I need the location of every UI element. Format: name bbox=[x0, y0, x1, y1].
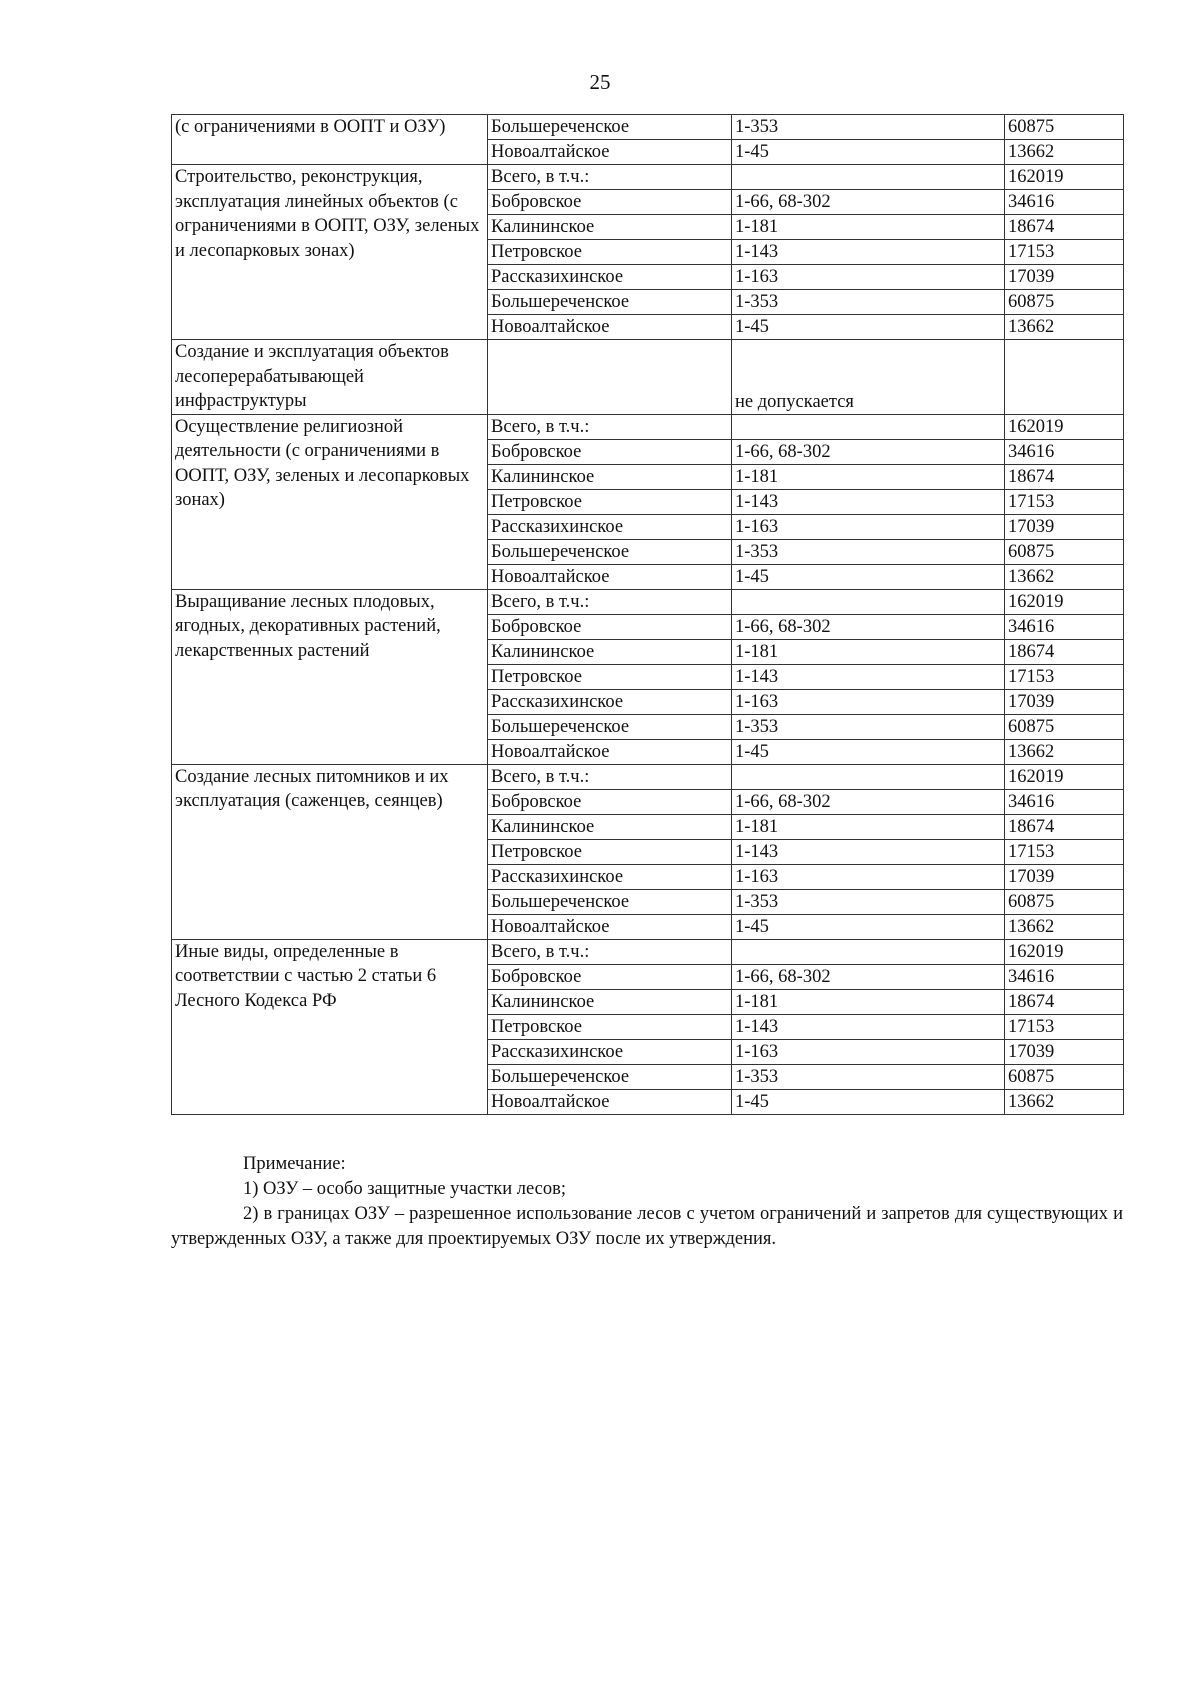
district-cell: Большереченское bbox=[488, 539, 732, 564]
quarters-cell: 1-66, 68-302 bbox=[732, 789, 1005, 814]
area-cell: 17039 bbox=[1005, 689, 1124, 714]
area-cell: 60875 bbox=[1005, 290, 1124, 315]
district-cell: Новоалтайское bbox=[488, 140, 732, 165]
area-cell: 13662 bbox=[1005, 564, 1124, 589]
area-cell bbox=[1005, 340, 1124, 415]
district-cell: Рассказихинское bbox=[488, 1039, 732, 1064]
quarters-cell: 1-45 bbox=[732, 739, 1005, 764]
district-cell: Всего, в т.ч.: bbox=[488, 764, 732, 789]
forest-use-table bbox=[171, 114, 1124, 1115]
activity-cell: Строительство, реконструкция, эксплуатация линейных объектов (с ограничениями в ООПТ, ОЗУ, зеленых и лесопарковых зонах) bbox=[172, 165, 488, 340]
area-cell: 18674 bbox=[1005, 639, 1124, 664]
district-cell: Всего, в т.ч.: bbox=[488, 414, 732, 439]
district-cell bbox=[488, 340, 732, 415]
district-cell: Бобровское bbox=[488, 439, 732, 464]
district-cell: Большереченское bbox=[488, 290, 732, 315]
activity-cell: Создание лесных питомников и их эксплуатация (саженцев, сеянцев) bbox=[172, 764, 488, 939]
area-cell: 18674 bbox=[1005, 215, 1124, 240]
quarters-cell: 1-163 bbox=[732, 689, 1005, 714]
quarters-cell: 1-66, 68-302 bbox=[732, 439, 1005, 464]
table-row bbox=[172, 414, 1124, 439]
quarters-cell: 1-45 bbox=[732, 1089, 1005, 1114]
activity-cell: (с ограничениями в ООПТ и ОЗУ) bbox=[172, 115, 488, 165]
page-number: 25 bbox=[589, 70, 611, 94]
quarters-cell bbox=[732, 165, 1005, 190]
area-cell: 162019 bbox=[1005, 939, 1124, 964]
district-cell: Петровское bbox=[488, 664, 732, 689]
quarters-cell: 1-143 bbox=[732, 489, 1005, 514]
area-cell: 17039 bbox=[1005, 265, 1124, 290]
table-row bbox=[172, 764, 1124, 789]
quarters-cell: 1-353 bbox=[732, 714, 1005, 739]
table-row bbox=[172, 165, 1124, 190]
note-item-2: 2) в границах ОЗУ – разрешенное использование лесов с учетом ограничений и запретов для существующих и утвержденных ОЗУ, а также для проектируемых ОЗУ после их утверждения. bbox=[171, 1204, 1123, 1249]
note-item-1: 1) ОЗУ – особо защитные участки лесов; bbox=[243, 1179, 566, 1199]
district-cell: Калининское bbox=[488, 814, 732, 839]
district-cell: Петровское bbox=[488, 489, 732, 514]
district-cell: Большереченское bbox=[488, 1064, 732, 1089]
district-cell: Рассказихинское bbox=[488, 514, 732, 539]
district-cell: Калининское bbox=[488, 639, 732, 664]
area-cell: 17153 bbox=[1005, 664, 1124, 689]
quarters-cell bbox=[732, 414, 1005, 439]
district-cell: Калининское bbox=[488, 989, 732, 1014]
quarters-cell bbox=[732, 939, 1005, 964]
area-cell: 162019 bbox=[1005, 165, 1124, 190]
area-cell: 18674 bbox=[1005, 464, 1124, 489]
district-cell: Бобровское bbox=[488, 789, 732, 814]
district-cell: Всего, в т.ч.: bbox=[488, 939, 732, 964]
district-cell: Рассказихинское bbox=[488, 864, 732, 889]
quarters-cell: 1-163 bbox=[732, 864, 1005, 889]
district-cell: Бобровское bbox=[488, 964, 732, 989]
quarters-cell: 1-66, 68-302 bbox=[732, 614, 1005, 639]
area-cell: 17039 bbox=[1005, 1039, 1124, 1064]
quarters-cell: 1-143 bbox=[732, 240, 1005, 265]
table-body bbox=[172, 115, 1124, 1115]
area-cell: 60875 bbox=[1005, 1064, 1124, 1089]
area-cell: 17039 bbox=[1005, 864, 1124, 889]
quarters-cell: 1-45 bbox=[732, 140, 1005, 165]
district-cell: Калининское bbox=[488, 464, 732, 489]
district-cell: Рассказихинское bbox=[488, 265, 732, 290]
quarters-cell: 1-45 bbox=[732, 914, 1005, 939]
district-cell: Новоалтайское bbox=[488, 564, 732, 589]
area-cell: 60875 bbox=[1005, 115, 1124, 140]
quarters-cell: 1-181 bbox=[732, 464, 1005, 489]
district-cell: Большереченское bbox=[488, 115, 732, 140]
table-row bbox=[172, 589, 1124, 614]
table-row bbox=[172, 939, 1124, 964]
quarters-cell: 1-181 bbox=[732, 989, 1005, 1014]
quarters-cell: 1-181 bbox=[732, 814, 1005, 839]
district-cell: Новоалтайское bbox=[488, 739, 732, 764]
district-cell: Новоалтайское bbox=[488, 315, 732, 340]
area-cell: 17153 bbox=[1005, 1014, 1124, 1039]
quarters-cell bbox=[732, 764, 1005, 789]
district-cell: Всего, в т.ч.: bbox=[488, 589, 732, 614]
area-cell: 13662 bbox=[1005, 1089, 1124, 1114]
district-cell: Большереченское bbox=[488, 714, 732, 739]
area-cell: 60875 bbox=[1005, 889, 1124, 914]
table-row bbox=[172, 340, 1124, 415]
area-cell: 13662 bbox=[1005, 914, 1124, 939]
quarters-cell: 1-353 bbox=[732, 1064, 1005, 1089]
notes-section bbox=[171, 1152, 1123, 1252]
area-cell: 34616 bbox=[1005, 964, 1124, 989]
quarters-cell: 1-181 bbox=[732, 639, 1005, 664]
area-cell: 60875 bbox=[1005, 539, 1124, 564]
quarters-cell: 1-66, 68-302 bbox=[732, 190, 1005, 215]
area-cell: 162019 bbox=[1005, 589, 1124, 614]
quarters-cell: 1-353 bbox=[732, 539, 1005, 564]
district-cell: Петровское bbox=[488, 1014, 732, 1039]
quarters-cell: не допускается bbox=[732, 340, 1005, 415]
area-cell: 17153 bbox=[1005, 489, 1124, 514]
district-cell: Петровское bbox=[488, 839, 732, 864]
activity-cell: Осуществление религиозной деятельности (с ограничениями в ООПТ, ОЗУ, зеленых и лесопарковых зонах) bbox=[172, 414, 488, 589]
quarters-cell: 1-163 bbox=[732, 265, 1005, 290]
quarters-cell: 1-353 bbox=[732, 115, 1005, 140]
area-cell: 13662 bbox=[1005, 140, 1124, 165]
area-cell: 17039 bbox=[1005, 514, 1124, 539]
quarters-cell: 1-353 bbox=[732, 889, 1005, 914]
area-cell: 13662 bbox=[1005, 739, 1124, 764]
district-cell: Новоалтайское bbox=[488, 1089, 732, 1114]
area-cell: 13662 bbox=[1005, 315, 1124, 340]
notes-heading: Примечание: bbox=[243, 1154, 346, 1174]
district-cell: Большереченское bbox=[488, 889, 732, 914]
area-cell: 60875 bbox=[1005, 714, 1124, 739]
quarters-cell: 1-143 bbox=[732, 839, 1005, 864]
district-cell: Бобровское bbox=[488, 190, 732, 215]
district-cell: Рассказихинское bbox=[488, 689, 732, 714]
area-cell: 18674 bbox=[1005, 814, 1124, 839]
area-cell: 34616 bbox=[1005, 614, 1124, 639]
area-cell: 34616 bbox=[1005, 789, 1124, 814]
quarters-cell bbox=[732, 589, 1005, 614]
quarters-cell: 1-45 bbox=[732, 315, 1005, 340]
activity-cell: Выращивание лесных плодовых, ягодных, декоративных растений, лекарственных растений bbox=[172, 589, 488, 764]
quarters-cell: 1-163 bbox=[732, 514, 1005, 539]
quarters-cell: 1-353 bbox=[732, 290, 1005, 315]
table-row bbox=[172, 115, 1124, 140]
area-cell: 162019 bbox=[1005, 414, 1124, 439]
area-cell: 34616 bbox=[1005, 439, 1124, 464]
activity-cell: Создание и эксплуатация объектов лесоперерабатывающей инфраструктуры bbox=[172, 340, 488, 415]
area-cell: 17153 bbox=[1005, 839, 1124, 864]
district-cell: Калининское bbox=[488, 215, 732, 240]
area-cell: 18674 bbox=[1005, 989, 1124, 1014]
area-cell: 162019 bbox=[1005, 764, 1124, 789]
activity-cell: Иные виды, определенные в соответствии с частью 2 статьи 6 Лесного Кодекса РФ bbox=[172, 939, 488, 1114]
district-cell: Новоалтайское bbox=[488, 914, 732, 939]
quarters-cell: 1-163 bbox=[732, 1039, 1005, 1064]
quarters-cell: 1-45 bbox=[732, 564, 1005, 589]
area-cell: 34616 bbox=[1005, 190, 1124, 215]
district-cell: Бобровское bbox=[488, 614, 732, 639]
quarters-cell: 1-143 bbox=[732, 664, 1005, 689]
area-cell: 17153 bbox=[1005, 240, 1124, 265]
district-cell: Всего, в т.ч.: bbox=[488, 165, 732, 190]
quarters-cell: 1-181 bbox=[732, 215, 1005, 240]
quarters-cell: 1-66, 68-302 bbox=[732, 964, 1005, 989]
quarters-cell: 1-143 bbox=[732, 1014, 1005, 1039]
district-cell: Петровское bbox=[488, 240, 732, 265]
